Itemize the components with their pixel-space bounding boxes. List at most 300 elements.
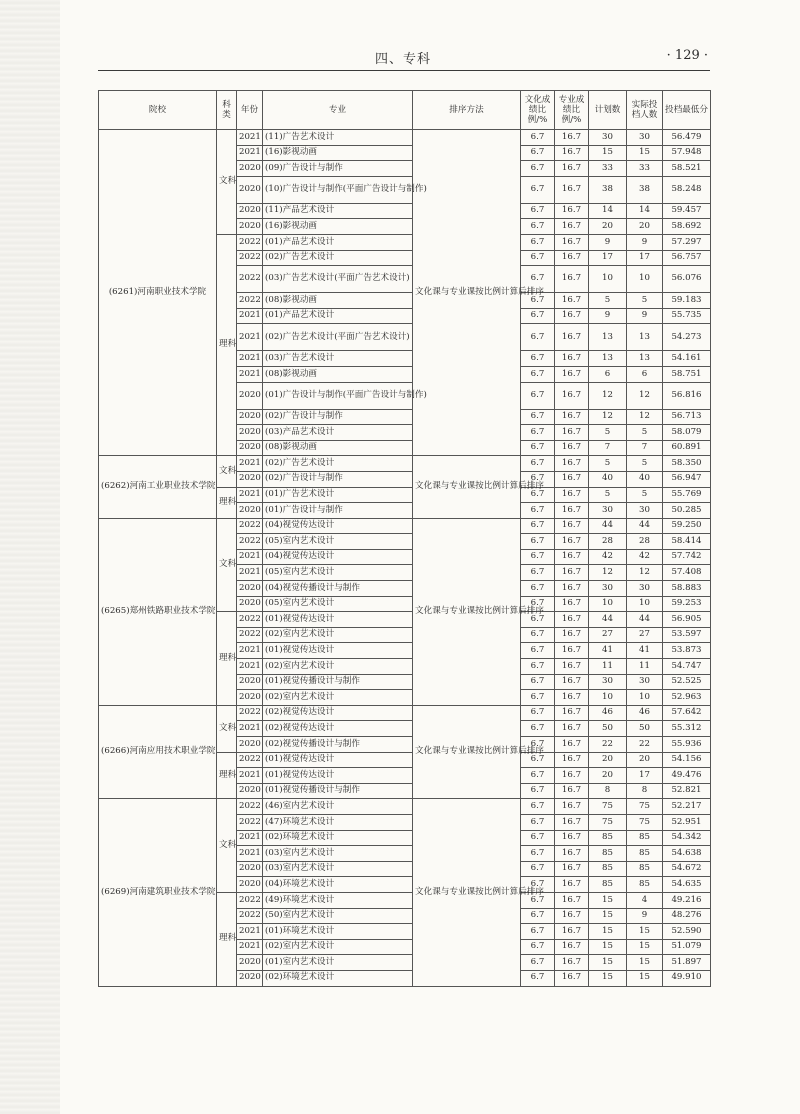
min-score-cell: 58.350 [663, 456, 711, 472]
pro-ratio-cell: 16.7 [555, 145, 589, 161]
year-cell: 2020 [237, 581, 263, 597]
actual-cell: 85 [627, 877, 663, 893]
col-school: 院校 [99, 91, 217, 130]
major-cell: (02)室内艺术设计 [263, 939, 413, 955]
culture-ratio-cell: 6.7 [521, 846, 555, 862]
plan-cell: 30 [589, 674, 627, 690]
actual-cell: 9 [627, 234, 663, 250]
year-cell: 2021 [237, 846, 263, 862]
min-score-cell: 50.285 [663, 503, 711, 519]
pro-ratio-cell: 16.7 [555, 308, 589, 324]
major-cell: (49)环境艺术设计 [263, 892, 413, 908]
actual-cell: 10 [627, 690, 663, 706]
major-cell: (02)环境艺术设计 [263, 970, 413, 986]
year-cell: 2020 [237, 176, 263, 203]
culture-ratio-cell: 6.7 [521, 487, 555, 503]
plan-cell: 13 [589, 351, 627, 367]
actual-cell: 10 [627, 596, 663, 612]
plan-cell: 15 [589, 939, 627, 955]
year-cell: 2020 [237, 503, 263, 519]
major-cell: (01)视觉传达设计 [263, 612, 413, 628]
pro-ratio-cell: 16.7 [555, 783, 589, 799]
pro-ratio-cell: 16.7 [555, 861, 589, 877]
major-cell: (16)影视动画 [263, 219, 413, 235]
culture-ratio-cell: 6.7 [521, 768, 555, 784]
year-cell: 2022 [237, 293, 263, 309]
min-score-cell: 56.816 [663, 382, 711, 409]
min-score-cell: 57.948 [663, 145, 711, 161]
year-cell: 2020 [237, 203, 263, 219]
min-score-cell: 58.248 [663, 176, 711, 203]
method-cell: 文化课与专业课按比例计算后排序 [413, 518, 521, 705]
plan-cell: 5 [589, 425, 627, 441]
pro-ratio-cell: 16.7 [555, 924, 589, 940]
pro-ratio-cell: 16.7 [555, 250, 589, 266]
culture-ratio-cell: 6.7 [521, 877, 555, 893]
pro-ratio-cell: 16.7 [555, 659, 589, 675]
actual-cell: 5 [627, 293, 663, 309]
track-label: 理科 [217, 752, 237, 799]
culture-ratio-cell: 6.7 [521, 565, 555, 581]
major-cell: (01)视觉传达设计 [263, 643, 413, 659]
major-cell: (01)视觉传达设计 [263, 768, 413, 784]
actual-cell: 85 [627, 846, 663, 862]
plan-cell: 13 [589, 324, 627, 351]
major-cell: (03)产品艺术设计 [263, 425, 413, 441]
culture-ratio-cell: 6.7 [521, 534, 555, 550]
pro-ratio-cell: 16.7 [555, 487, 589, 503]
culture-ratio-cell: 6.7 [521, 176, 555, 203]
culture-ratio-cell: 6.7 [521, 581, 555, 597]
school-name: (6265)郑州铁路职业技术学院 [99, 518, 217, 705]
plan-cell: 15 [589, 908, 627, 924]
actual-cell: 15 [627, 145, 663, 161]
actual-cell: 5 [627, 456, 663, 472]
col-actual: 实际投档人数 [627, 91, 663, 130]
table-row [99, 456, 711, 472]
major-cell: (02)广告艺术设计 [263, 250, 413, 266]
major-cell: (01)室内艺术设计 [263, 955, 413, 971]
culture-ratio-cell: 6.7 [521, 549, 555, 565]
major-cell: (05)室内艺术设计 [263, 565, 413, 581]
pro-ratio-cell: 16.7 [555, 203, 589, 219]
year-cell: 2020 [237, 783, 263, 799]
major-cell: (01)广告设计与制作 [263, 503, 413, 519]
plan-cell: 44 [589, 612, 627, 628]
actual-cell: 13 [627, 351, 663, 367]
pro-ratio-cell: 16.7 [555, 939, 589, 955]
plan-cell: 15 [589, 955, 627, 971]
min-score-cell: 52.951 [663, 814, 711, 830]
culture-ratio-cell: 6.7 [521, 324, 555, 351]
culture-ratio-cell: 6.7 [521, 234, 555, 250]
year-cell: 2022 [237, 908, 263, 924]
major-cell: (01)产品艺术设计 [263, 234, 413, 250]
pro-ratio-cell: 16.7 [555, 176, 589, 203]
pro-ratio-cell: 16.7 [555, 627, 589, 643]
culture-ratio-cell: 6.7 [521, 596, 555, 612]
culture-ratio-cell: 6.7 [521, 456, 555, 472]
major-cell: (02)视觉传播设计与制作 [263, 737, 413, 753]
plan-cell: 85 [589, 861, 627, 877]
pro-ratio-cell: 16.7 [555, 266, 589, 293]
year-cell: 2021 [237, 643, 263, 659]
year-cell: 2020 [237, 219, 263, 235]
plan-cell: 9 [589, 234, 627, 250]
min-score-cell: 55.735 [663, 308, 711, 324]
major-cell: (02)室内艺术设计 [263, 659, 413, 675]
culture-ratio-cell: 6.7 [521, 643, 555, 659]
actual-cell: 20 [627, 219, 663, 235]
major-cell: (01)广告艺术设计 [263, 487, 413, 503]
culture-ratio-cell: 6.7 [521, 814, 555, 830]
actual-cell: 5 [627, 425, 663, 441]
major-cell: (02)室内艺术设计 [263, 690, 413, 706]
major-cell: (04)视觉传达设计 [263, 518, 413, 534]
track-label: 文科 [217, 705, 237, 752]
plan-cell: 50 [589, 721, 627, 737]
col-track: 科类 [217, 91, 237, 130]
track-label: 文科 [217, 456, 237, 487]
min-score-cell: 49.476 [663, 768, 711, 784]
pro-ratio-cell: 16.7 [555, 549, 589, 565]
culture-ratio-cell: 6.7 [521, 425, 555, 441]
pro-ratio-cell: 16.7 [555, 471, 589, 487]
major-cell: (01)视觉传达设计 [263, 752, 413, 768]
plan-cell: 15 [589, 924, 627, 940]
year-cell: 2022 [237, 234, 263, 250]
year-cell: 2021 [237, 366, 263, 382]
year-cell: 2021 [237, 308, 263, 324]
min-score-cell: 58.079 [663, 425, 711, 441]
actual-cell: 4 [627, 892, 663, 908]
actual-cell: 15 [627, 970, 663, 986]
min-score-cell: 54.635 [663, 877, 711, 893]
culture-ratio-cell: 6.7 [521, 908, 555, 924]
year-cell: 2022 [237, 518, 263, 534]
major-cell: (08)影视动画 [263, 440, 413, 456]
min-score-cell: 52.963 [663, 690, 711, 706]
major-cell: (04)视觉传达设计 [263, 549, 413, 565]
plan-cell: 38 [589, 176, 627, 203]
min-score-cell: 51.079 [663, 939, 711, 955]
pro-ratio-cell: 16.7 [555, 877, 589, 893]
pro-ratio-cell: 16.7 [555, 234, 589, 250]
pro-ratio-cell: 16.7 [555, 503, 589, 519]
year-cell: 2021 [237, 659, 263, 675]
track-label: 理科 [217, 612, 237, 706]
pro-ratio-cell: 16.7 [555, 690, 589, 706]
year-cell: 2020 [237, 955, 263, 971]
plan-cell: 33 [589, 161, 627, 177]
pro-ratio-cell: 16.7 [555, 674, 589, 690]
pro-ratio-cell: 16.7 [555, 456, 589, 472]
year-cell: 2021 [237, 721, 263, 737]
min-score-cell: 55.936 [663, 737, 711, 753]
pro-ratio-cell: 16.7 [555, 161, 589, 177]
min-score-cell: 52.525 [663, 674, 711, 690]
plan-cell: 22 [589, 737, 627, 753]
culture-ratio-cell: 6.7 [521, 161, 555, 177]
year-cell: 2021 [237, 145, 263, 161]
plan-cell: 12 [589, 382, 627, 409]
year-cell: 2020 [237, 674, 263, 690]
culture-ratio-cell: 6.7 [521, 752, 555, 768]
plan-cell: 11 [589, 659, 627, 675]
actual-cell: 6 [627, 366, 663, 382]
plan-cell: 7 [589, 440, 627, 456]
culture-ratio-cell: 6.7 [521, 970, 555, 986]
year-cell: 2020 [237, 737, 263, 753]
major-cell: (09)广告设计与制作 [263, 161, 413, 177]
plan-cell: 5 [589, 293, 627, 309]
plan-cell: 42 [589, 549, 627, 565]
min-score-cell: 58.414 [663, 534, 711, 550]
major-cell: (02)广告设计与制作 [263, 471, 413, 487]
min-score-cell: 49.216 [663, 892, 711, 908]
pro-ratio-cell: 16.7 [555, 382, 589, 409]
year-cell: 2020 [237, 877, 263, 893]
min-score-cell: 55.312 [663, 721, 711, 737]
plan-cell: 17 [589, 250, 627, 266]
actual-cell: 11 [627, 659, 663, 675]
col-major: 专业 [263, 91, 413, 130]
pro-ratio-cell: 16.7 [555, 565, 589, 581]
min-score-cell: 48.276 [663, 908, 711, 924]
actual-cell: 30 [627, 581, 663, 597]
year-cell: 2022 [237, 627, 263, 643]
actual-cell: 10 [627, 266, 663, 293]
pro-ratio-cell: 16.7 [555, 752, 589, 768]
min-score-cell: 53.597 [663, 627, 711, 643]
actual-cell: 38 [627, 176, 663, 203]
pro-ratio-cell: 16.7 [555, 814, 589, 830]
pro-ratio-cell: 16.7 [555, 425, 589, 441]
min-score-cell: 53.873 [663, 643, 711, 659]
culture-ratio-cell: 6.7 [521, 830, 555, 846]
actual-cell: 12 [627, 382, 663, 409]
min-score-cell: 58.751 [663, 366, 711, 382]
min-score-cell: 57.408 [663, 565, 711, 581]
culture-ratio-cell: 6.7 [521, 351, 555, 367]
min-score-cell: 57.742 [663, 549, 711, 565]
min-score-cell: 52.821 [663, 783, 711, 799]
culture-ratio-cell: 6.7 [521, 892, 555, 908]
page-edge-shadow [0, 0, 60, 1114]
year-cell: 2020 [237, 382, 263, 409]
col-year: 年份 [237, 91, 263, 130]
actual-cell: 30 [627, 503, 663, 519]
pro-ratio-cell: 16.7 [555, 768, 589, 784]
col-min-score: 投档最低分 [663, 91, 711, 130]
year-cell: 2020 [237, 471, 263, 487]
year-cell: 2021 [237, 830, 263, 846]
major-cell: (05)室内艺术设计 [263, 534, 413, 550]
plan-cell: 12 [589, 565, 627, 581]
track-label: 文科 [217, 799, 237, 893]
plan-cell: 75 [589, 814, 627, 830]
pro-ratio-cell: 16.7 [555, 721, 589, 737]
pro-ratio-cell: 16.7 [555, 219, 589, 235]
year-cell: 2022 [237, 705, 263, 721]
plan-cell: 85 [589, 830, 627, 846]
year-cell: 2020 [237, 861, 263, 877]
actual-cell: 33 [627, 161, 663, 177]
actual-cell: 12 [627, 409, 663, 425]
culture-ratio-cell: 6.7 [521, 145, 555, 161]
actual-cell: 41 [627, 643, 663, 659]
plan-cell: 12 [589, 409, 627, 425]
min-score-cell: 58.883 [663, 581, 711, 597]
major-cell: (16)影视动画 [263, 145, 413, 161]
actual-cell: 30 [627, 674, 663, 690]
major-cell: (01)视觉传播设计与制作 [263, 783, 413, 799]
actual-cell: 14 [627, 203, 663, 219]
pro-ratio-cell: 16.7 [555, 612, 589, 628]
pro-ratio-cell: 16.7 [555, 293, 589, 309]
major-cell: (03)室内艺术设计 [263, 861, 413, 877]
major-cell: (46)室内艺术设计 [263, 799, 413, 815]
year-cell: 2020 [237, 425, 263, 441]
plan-cell: 6 [589, 366, 627, 382]
min-score-cell: 58.692 [663, 219, 711, 235]
min-score-cell: 54.747 [663, 659, 711, 675]
min-score-cell: 58.521 [663, 161, 711, 177]
plan-cell: 30 [589, 503, 627, 519]
major-cell: (01)环境艺术设计 [263, 924, 413, 940]
plan-cell: 15 [589, 892, 627, 908]
plan-cell: 14 [589, 203, 627, 219]
major-cell: (01)广告设计与制作(平面广告设计与制作) [263, 382, 413, 409]
plan-cell: 28 [589, 534, 627, 550]
pro-ratio-cell: 16.7 [555, 908, 589, 924]
year-cell: 2021 [237, 768, 263, 784]
actual-cell: 13 [627, 324, 663, 351]
min-score-cell: 54.156 [663, 752, 711, 768]
plan-cell: 9 [589, 308, 627, 324]
min-score-cell: 52.590 [663, 924, 711, 940]
plan-cell: 85 [589, 846, 627, 862]
min-score-cell: 54.672 [663, 861, 711, 877]
culture-ratio-cell: 6.7 [521, 924, 555, 940]
year-cell: 2020 [237, 161, 263, 177]
col-plan: 计划数 [589, 91, 627, 130]
plan-cell: 85 [589, 877, 627, 893]
min-score-cell: 59.183 [663, 293, 711, 309]
culture-ratio-cell: 6.7 [521, 721, 555, 737]
culture-ratio-cell: 6.7 [521, 250, 555, 266]
culture-ratio-cell: 6.7 [521, 266, 555, 293]
min-score-cell: 59.457 [663, 203, 711, 219]
page-number: · 129 · [666, 48, 708, 63]
plan-cell: 30 [589, 130, 627, 146]
plan-cell: 15 [589, 145, 627, 161]
actual-cell: 85 [627, 861, 663, 877]
year-cell: 2020 [237, 596, 263, 612]
actual-cell: 85 [627, 830, 663, 846]
major-cell: (02)环境艺术设计 [263, 830, 413, 846]
year-cell: 2021 [237, 130, 263, 146]
actual-cell: 44 [627, 612, 663, 628]
header-rule [98, 70, 710, 71]
pro-ratio-cell: 16.7 [555, 955, 589, 971]
plan-cell: 10 [589, 596, 627, 612]
pro-ratio-cell: 16.7 [555, 409, 589, 425]
pro-ratio-cell: 16.7 [555, 518, 589, 534]
major-cell: (01)视觉传播设计与制作 [263, 674, 413, 690]
actual-cell: 75 [627, 799, 663, 815]
min-score-cell: 56.479 [663, 130, 711, 146]
year-cell: 2022 [237, 250, 263, 266]
school-name: (6262)河南工业职业技术学院 [99, 456, 217, 518]
actual-cell: 22 [627, 737, 663, 753]
actual-cell: 5 [627, 487, 663, 503]
major-cell: (08)影视动画 [263, 293, 413, 309]
pro-ratio-cell: 16.7 [555, 705, 589, 721]
culture-ratio-cell: 6.7 [521, 503, 555, 519]
actual-cell: 30 [627, 130, 663, 146]
plan-cell: 8 [589, 783, 627, 799]
table-header-row [99, 91, 711, 130]
actual-cell: 15 [627, 939, 663, 955]
plan-cell: 10 [589, 266, 627, 293]
culture-ratio-cell: 6.7 [521, 440, 555, 456]
track-label: 文科 [217, 130, 237, 235]
min-score-cell: 49.910 [663, 970, 711, 986]
school-name: (6266)河南应用技术职业学院 [99, 705, 217, 799]
culture-ratio-cell: 6.7 [521, 471, 555, 487]
min-score-cell: 56.076 [663, 266, 711, 293]
year-cell: 2022 [237, 534, 263, 550]
major-cell: (10)广告设计与制作(平面广告设计与制作) [263, 176, 413, 203]
actual-cell: 9 [627, 908, 663, 924]
min-score-cell: 54.273 [663, 324, 711, 351]
year-cell: 2021 [237, 939, 263, 955]
culture-ratio-cell: 6.7 [521, 130, 555, 146]
min-score-cell: 57.642 [663, 705, 711, 721]
year-cell: 2021 [237, 565, 263, 581]
actual-cell: 20 [627, 752, 663, 768]
actual-cell: 15 [627, 955, 663, 971]
pro-ratio-cell: 16.7 [555, 799, 589, 815]
actual-cell: 12 [627, 565, 663, 581]
major-cell: (50)室内艺术设计 [263, 908, 413, 924]
culture-ratio-cell: 6.7 [521, 409, 555, 425]
actual-cell: 15 [627, 924, 663, 940]
year-cell: 2021 [237, 487, 263, 503]
min-score-cell: 59.250 [663, 518, 711, 534]
plan-cell: 40 [589, 471, 627, 487]
plan-cell: 15 [589, 970, 627, 986]
culture-ratio-cell: 6.7 [521, 955, 555, 971]
culture-ratio-cell: 6.7 [521, 219, 555, 235]
major-cell: (02)广告设计与制作 [263, 409, 413, 425]
pro-ratio-cell: 16.7 [555, 130, 589, 146]
actual-cell: 42 [627, 549, 663, 565]
major-cell: (02)广告艺术设计(平面广告艺术设计) [263, 324, 413, 351]
major-cell: (03)广告艺术设计(平面广告艺术设计) [263, 266, 413, 293]
method-cell: 文化课与专业课按比例计算后排序 [413, 799, 521, 986]
year-cell: 2022 [237, 814, 263, 830]
page-header [98, 48, 708, 70]
culture-ratio-cell: 6.7 [521, 737, 555, 753]
actual-cell: 17 [627, 250, 663, 266]
year-cell: 2021 [237, 351, 263, 367]
section-title: 四、专科 [374, 52, 431, 67]
pro-ratio-cell: 16.7 [555, 970, 589, 986]
min-score-cell: 54.342 [663, 830, 711, 846]
col-culture-ratio: 文化成绩比例/% [521, 91, 555, 130]
